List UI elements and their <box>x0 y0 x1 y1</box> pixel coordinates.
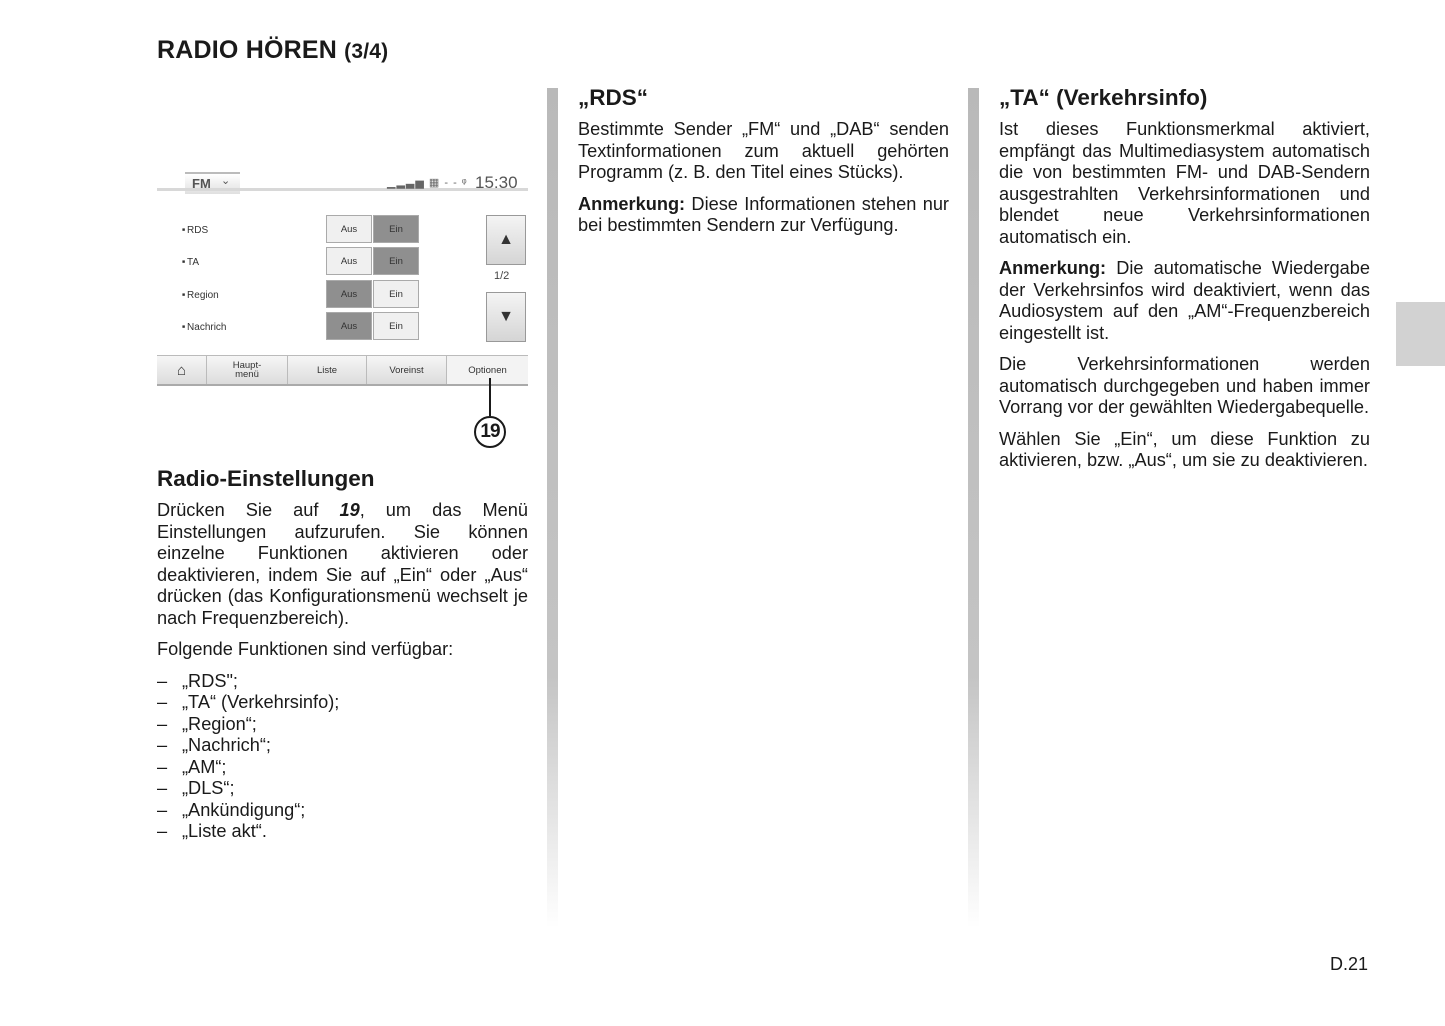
page-title <box>157 36 388 65</box>
setting-label: ■ Nachrich <box>182 322 227 333</box>
scroll-up-button[interactable] <box>486 215 526 265</box>
ein-button[interactable]: Ein <box>373 215 419 243</box>
column-radio-einstellungen <box>157 466 528 843</box>
callout-reference: 19 <box>339 500 360 520</box>
optionen-button[interactable]: Optionen <box>447 356 528 384</box>
home-icon: ⌂ <box>176 361 187 379</box>
column-ta-verkehrsinfo <box>999 85 1370 482</box>
hauptmenu-label-line1: Haupt- <box>232 360 262 371</box>
hauptmenu-button[interactable] <box>207 356 288 384</box>
aus-button[interactable]: Aus <box>326 280 372 308</box>
list-item: – „AM“; <box>157 757 528 779</box>
voreinst-button[interactable]: Voreinst <box>367 356 447 384</box>
paragraph: Folgende Funktionen sind verfügbar: <box>157 639 454 659</box>
screen-bottom-bar <box>157 355 528 386</box>
ein-button[interactable]: Ein <box>373 247 419 275</box>
aus-button[interactable]: Aus <box>326 312 372 340</box>
clock: 15:30 <box>475 173 518 192</box>
function-list <box>157 671 528 843</box>
list-item: – „DLS“; <box>157 778 528 800</box>
list-item: – „TA“ (Verkehrsinfo); <box>157 692 528 714</box>
paragraph: Ist dieses Funktionsmerkmal aktiviert, empfängt das Multimediasystem automatisch die von bestimmten FM- und DAB-Sendern ausgestrahlten Verkehrsinformationen und blendet neue Verkehrsinformationen automatisch ein. <box>999 119 1370 247</box>
list-item: – „Ankündigung“; <box>157 800 528 822</box>
page-title-suffix: (3/4) <box>344 40 389 63</box>
list-item: – „Region“; <box>157 714 528 736</box>
liste-button[interactable]: Liste <box>288 356 367 384</box>
paragraph: Drücken Sie auf 19, um das Menü Einstellungen aufzurufen. Sie können einzelne Funktionen aktivieren oder deaktivieren, indem Sie auf „Ein“ oder „Aus“ drücken (das Konfigurationsmenü wechselt je nach Frequenzbereich). <box>157 500 529 628</box>
setting-label: ■ TA <box>182 257 199 268</box>
hauptmenu-label-line2: menü <box>235 369 259 380</box>
note: Anmerkung: Diese Informationen stehen nur bei bestimmten Sendern zur Verfügung. <box>578 193 949 235</box>
setting-label: ■ RDS <box>182 225 208 236</box>
callout-number: 19 <box>474 416 506 448</box>
paragraph: Wählen Sie „Ein“, um diese Funktion zu aktivieren, bzw. „Aus“, um sie zu deaktivieren. <box>999 428 1370 470</box>
column-divider-left <box>547 88 558 928</box>
column-rds <box>578 85 949 247</box>
setting-row-rds <box>182 215 482 245</box>
section-heading: „TA“ (Verkehrsinfo) <box>999 85 1208 110</box>
ein-button[interactable]: Ein <box>373 280 419 308</box>
list-item: – „RDS"; <box>157 671 528 693</box>
status-icons: ▁▂▃▅ ▦ - - ᵠ <box>387 177 468 189</box>
radio-settings-screen-illustration <box>157 160 528 386</box>
note: Anmerkung: Die automatische Wiedergabe der Verkehrsinfos wird deaktiviert, wenn das Audiosystem auf den „AM“-Frequenzbereich eingestellt ist. <box>999 258 1370 343</box>
home-button[interactable] <box>157 356 207 384</box>
paragraph: Die Verkehrsinformationen werden automatisch durchgegeben und haben immer Vorrang vor der gewählten Wiedergabequelle. <box>999 354 1370 417</box>
aus-button[interactable]: Aus <box>326 215 372 243</box>
setting-row-ta <box>182 247 482 277</box>
callout-line <box>489 378 491 416</box>
aus-button[interactable]: Aus <box>326 247 372 275</box>
chevron-down-icon: ⌄ <box>221 175 231 187</box>
column-divider-right <box>968 88 979 928</box>
chapter-tab-marker <box>1396 302 1445 366</box>
band-label: FM <box>192 176 211 191</box>
setting-row-region <box>182 280 482 310</box>
list-item: – „Nachrich“; <box>157 735 528 757</box>
section-heading: „RDS“ <box>578 85 649 110</box>
setting-label: ■ Region <box>182 290 219 301</box>
setting-row-nachrich <box>182 312 482 342</box>
page-indicator: 1/2 <box>494 270 510 282</box>
triangle-down-icon: ▼ <box>498 308 514 325</box>
section-heading: Radio-Einstellungen <box>157 466 375 491</box>
ein-button[interactable]: Ein <box>373 312 419 340</box>
screen-top-bar <box>157 168 528 194</box>
triangle-up-icon: ▲ <box>498 231 514 248</box>
paragraph: Bestimmte Sender „FM“ und „DAB“ senden Textinformationen zum aktuell gehörten Programm (z. B. den Titel eines Stücks). <box>578 119 949 182</box>
page-number: D.21 <box>1330 954 1369 974</box>
scroll-down-button[interactable] <box>486 292 526 342</box>
page-title-text: RADIO HÖREN <box>157 36 337 64</box>
list-item: – „Liste akt“. <box>157 821 528 843</box>
